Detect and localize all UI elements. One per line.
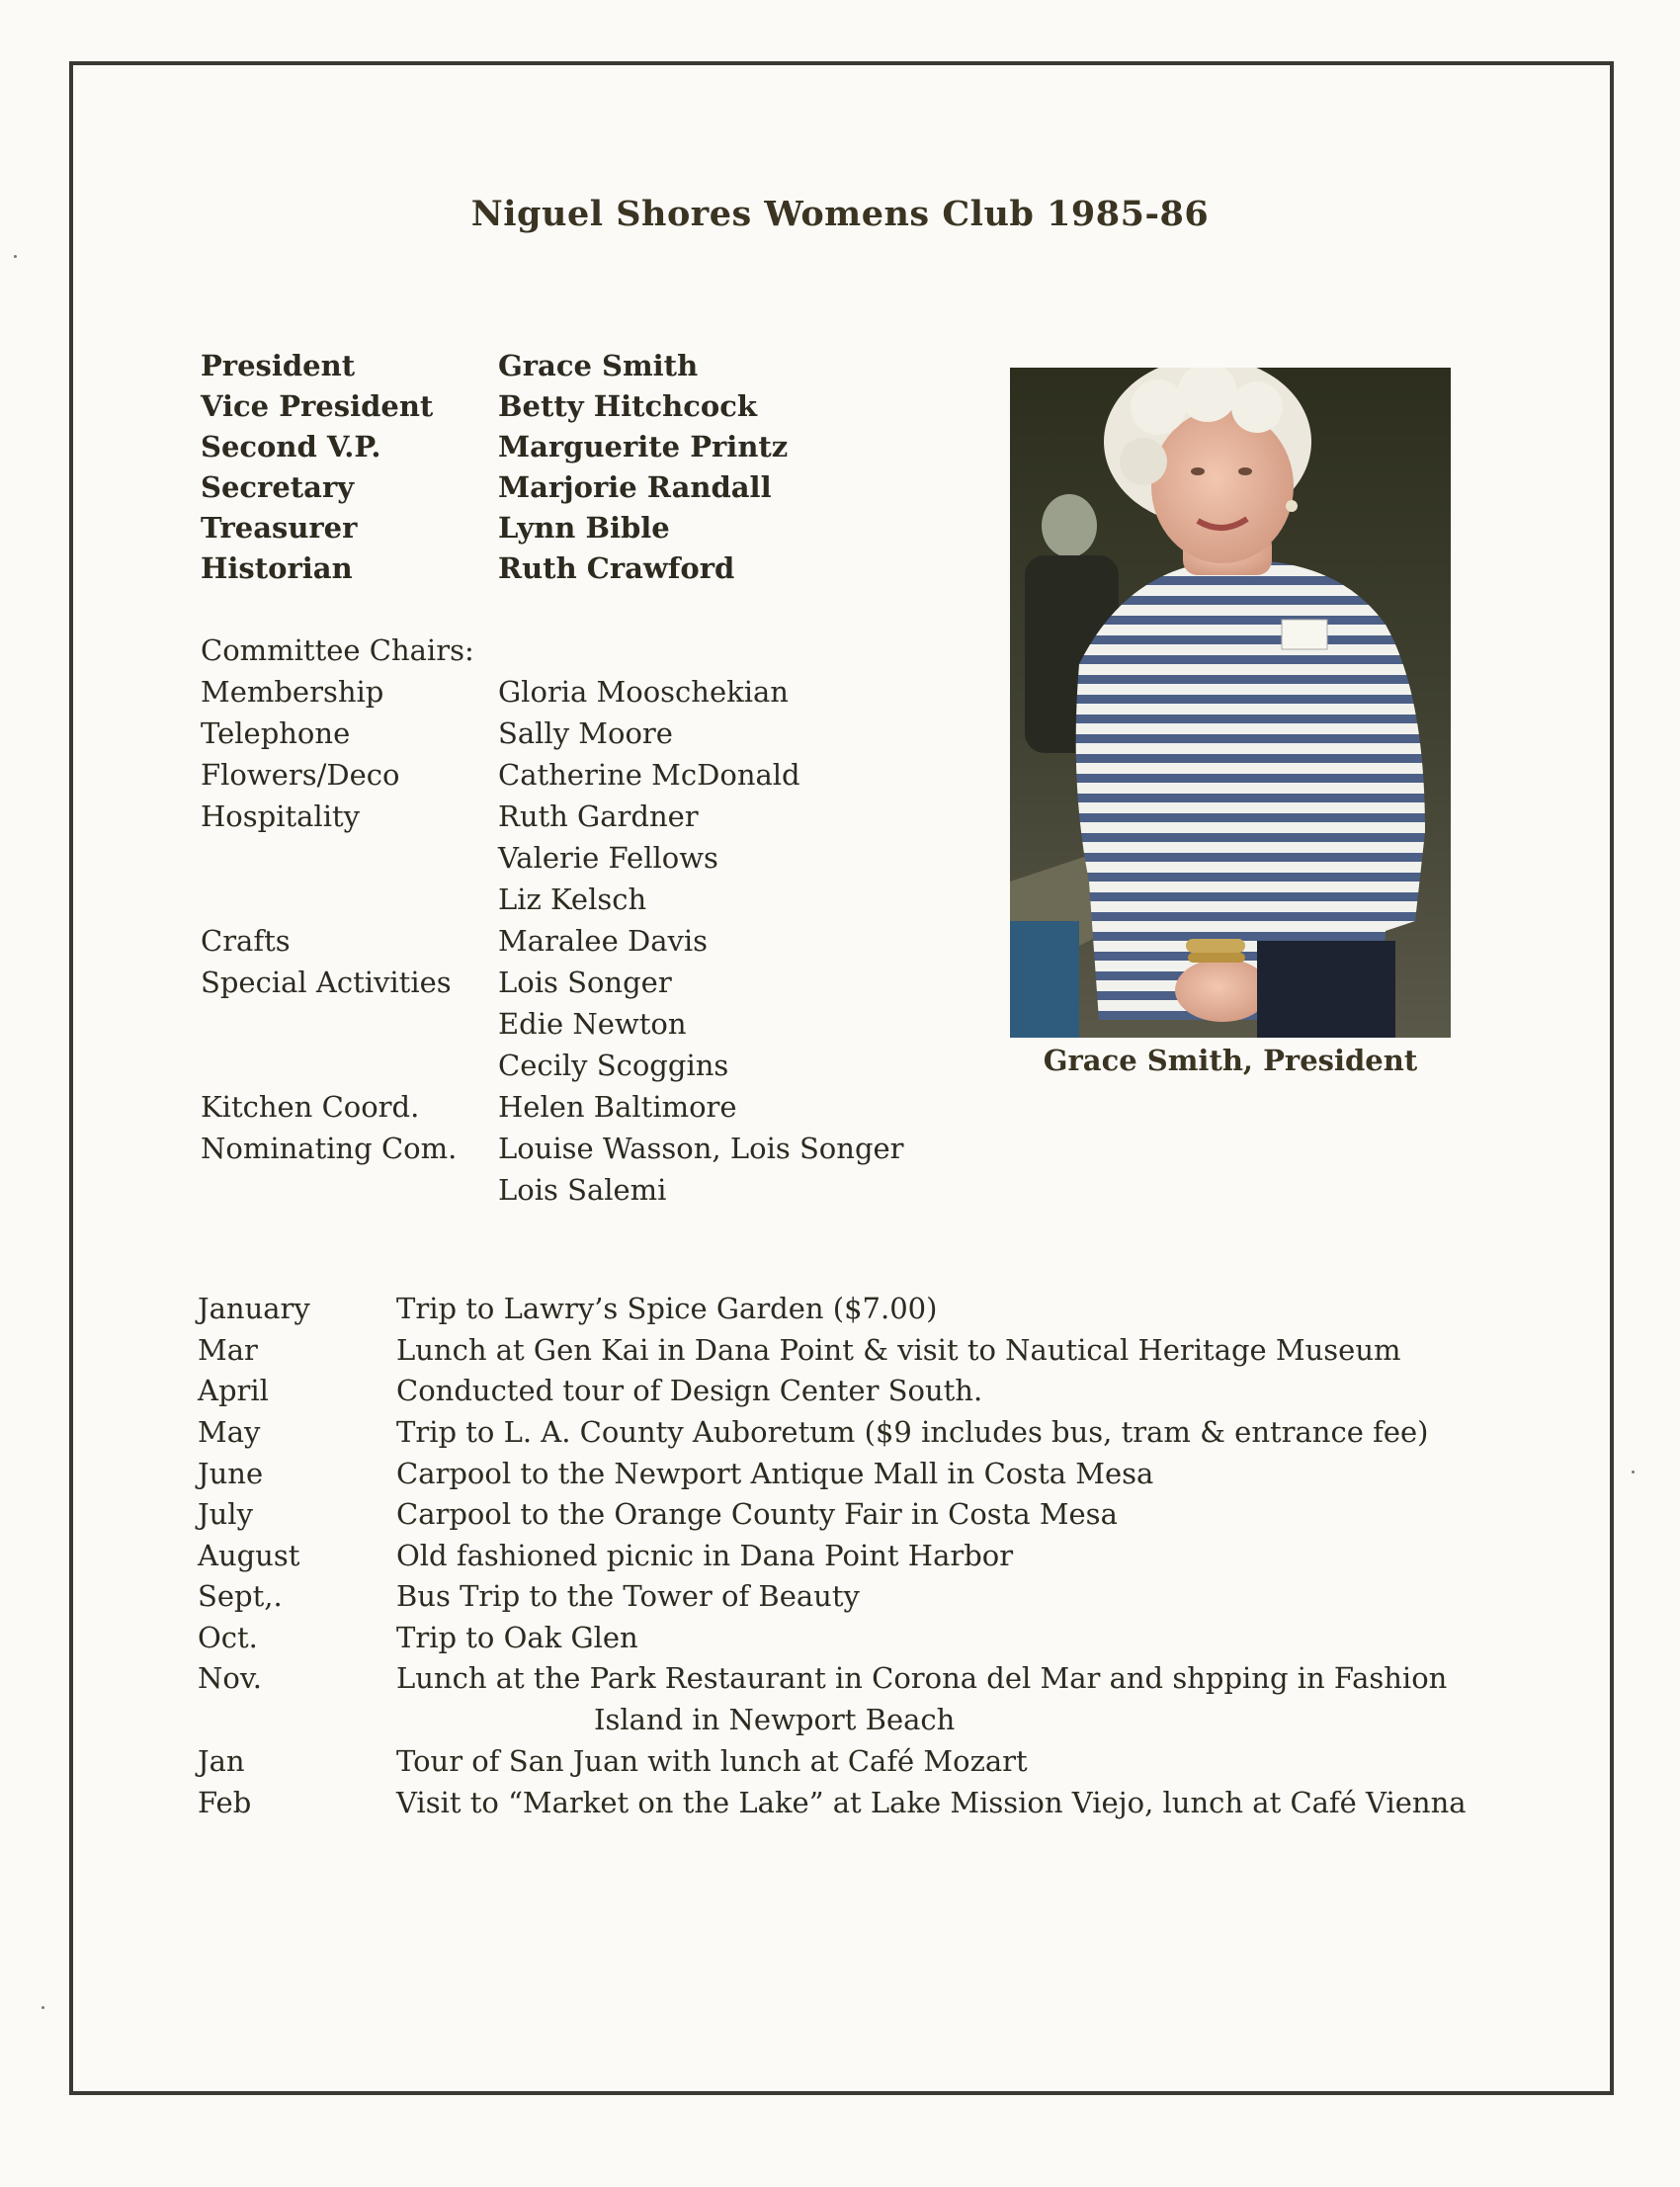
event-month: Sept,. — [198, 1579, 283, 1613]
event-description: Trip to Lawry’s Spice Garden ($7.00) — [396, 1292, 938, 1325]
committee-role: Hospitality — [201, 799, 361, 833]
officer-name: Betty Hitchcock — [498, 389, 758, 423]
event-description: Lunch at Gen Kai in Dana Point & visit to Nautical Heritage Museum — [396, 1333, 1401, 1367]
event-month: July — [198, 1497, 253, 1531]
committee-name: Edie Newton — [498, 1007, 687, 1041]
officer-role: Treasurer — [201, 511, 358, 545]
officer-name: Grace Smith — [498, 349, 699, 382]
event-month: Mar — [198, 1333, 258, 1367]
committee-name: Cecily Scoggins — [498, 1049, 729, 1082]
event-month: Nov. — [198, 1661, 262, 1695]
event-description: Carpool to the Orange County Fair in Costa Mesa — [396, 1497, 1118, 1531]
committee-role: Crafts — [201, 924, 291, 958]
officer-name: Marguerite Printz — [498, 430, 789, 463]
officer-name: Marjorie Randall — [498, 470, 772, 504]
event-month: Jan — [198, 1744, 245, 1778]
officer-role: Historian — [201, 551, 353, 585]
event-month: August — [198, 1539, 300, 1572]
event-month: Oct. — [198, 1621, 258, 1654]
event-month: June — [198, 1457, 264, 1490]
event-description: Lunch at the Park Restaurant in Corona del Mar and shpping in Fashion — [396, 1661, 1448, 1695]
event-description-continued: Island in Newport Beach — [594, 1703, 956, 1736]
committee-name: Helen Baltimore — [498, 1090, 737, 1124]
event-month: January — [198, 1292, 310, 1325]
committee-name: Valerie Fellows — [498, 841, 718, 875]
committee-name: Lois Songer — [498, 966, 672, 999]
officer-role: Secretary — [201, 470, 355, 504]
event-description: Old fashioned picnic in Dana Point Harbor — [396, 1539, 1014, 1572]
committee-role: Telephone — [201, 716, 351, 750]
officer-name: Lynn Bible — [498, 511, 670, 545]
committee-name: Catherine McDonald — [498, 758, 800, 792]
president-photo — [1010, 368, 1451, 1038]
event-description: Visit to “Market on the Lake” at Lake Mission Viejo, lunch at Café Vienna — [396, 1786, 1467, 1819]
officer-name: Ruth Crawford — [498, 551, 735, 585]
committee-heading: Committee Chairs: — [201, 633, 474, 667]
event-month: May — [198, 1415, 261, 1449]
committee-name: Maralee Davis — [498, 924, 709, 958]
committee-name: Lois Salemi — [498, 1173, 667, 1207]
event-description: Carpool to the Newport Antique Mall in Costa Mesa — [396, 1457, 1154, 1490]
committee-name: Louise Wasson, Lois Songer — [498, 1132, 904, 1165]
scan-speck — [42, 2006, 44, 2009]
page-title: Niguel Shores Womens Club 1985-86 — [470, 194, 1210, 234]
committee-name: Sally Moore — [498, 716, 673, 750]
committee-role: Membership — [201, 675, 384, 709]
photo-caption: Grace Smith, President — [1043, 1044, 1418, 1077]
event-month: Feb — [198, 1786, 252, 1819]
event-description: Conducted tour of Design Center South. — [396, 1374, 983, 1407]
officer-role: President — [201, 349, 356, 382]
officer-role: Vice President — [201, 389, 434, 423]
committee-name: Liz Kelsch — [498, 883, 647, 916]
event-description: Trip to L. A. County Auboretum ($9 includes bus, tram & entrance fee) — [396, 1415, 1429, 1449]
committee-role: Nominating Com. — [201, 1132, 458, 1165]
committee-name: Ruth Gardner — [498, 799, 699, 833]
committee-name: Gloria Mooschekian — [498, 675, 789, 709]
committee-role: Special Activities — [201, 966, 452, 999]
committee-role: Kitchen Coord. — [201, 1090, 420, 1124]
event-description: Trip to Oak Glen — [396, 1621, 638, 1654]
event-description: Tour of San Juan with lunch at Café Mozart — [396, 1744, 1028, 1778]
event-description: Bus Trip to the Tower of Beauty — [396, 1579, 860, 1613]
committee-role: Flowers/Deco — [201, 758, 400, 792]
scan-speck — [14, 255, 17, 258]
officer-role: Second V.P. — [201, 430, 381, 463]
scan-speck — [1632, 1471, 1635, 1473]
event-month: April — [198, 1374, 269, 1407]
